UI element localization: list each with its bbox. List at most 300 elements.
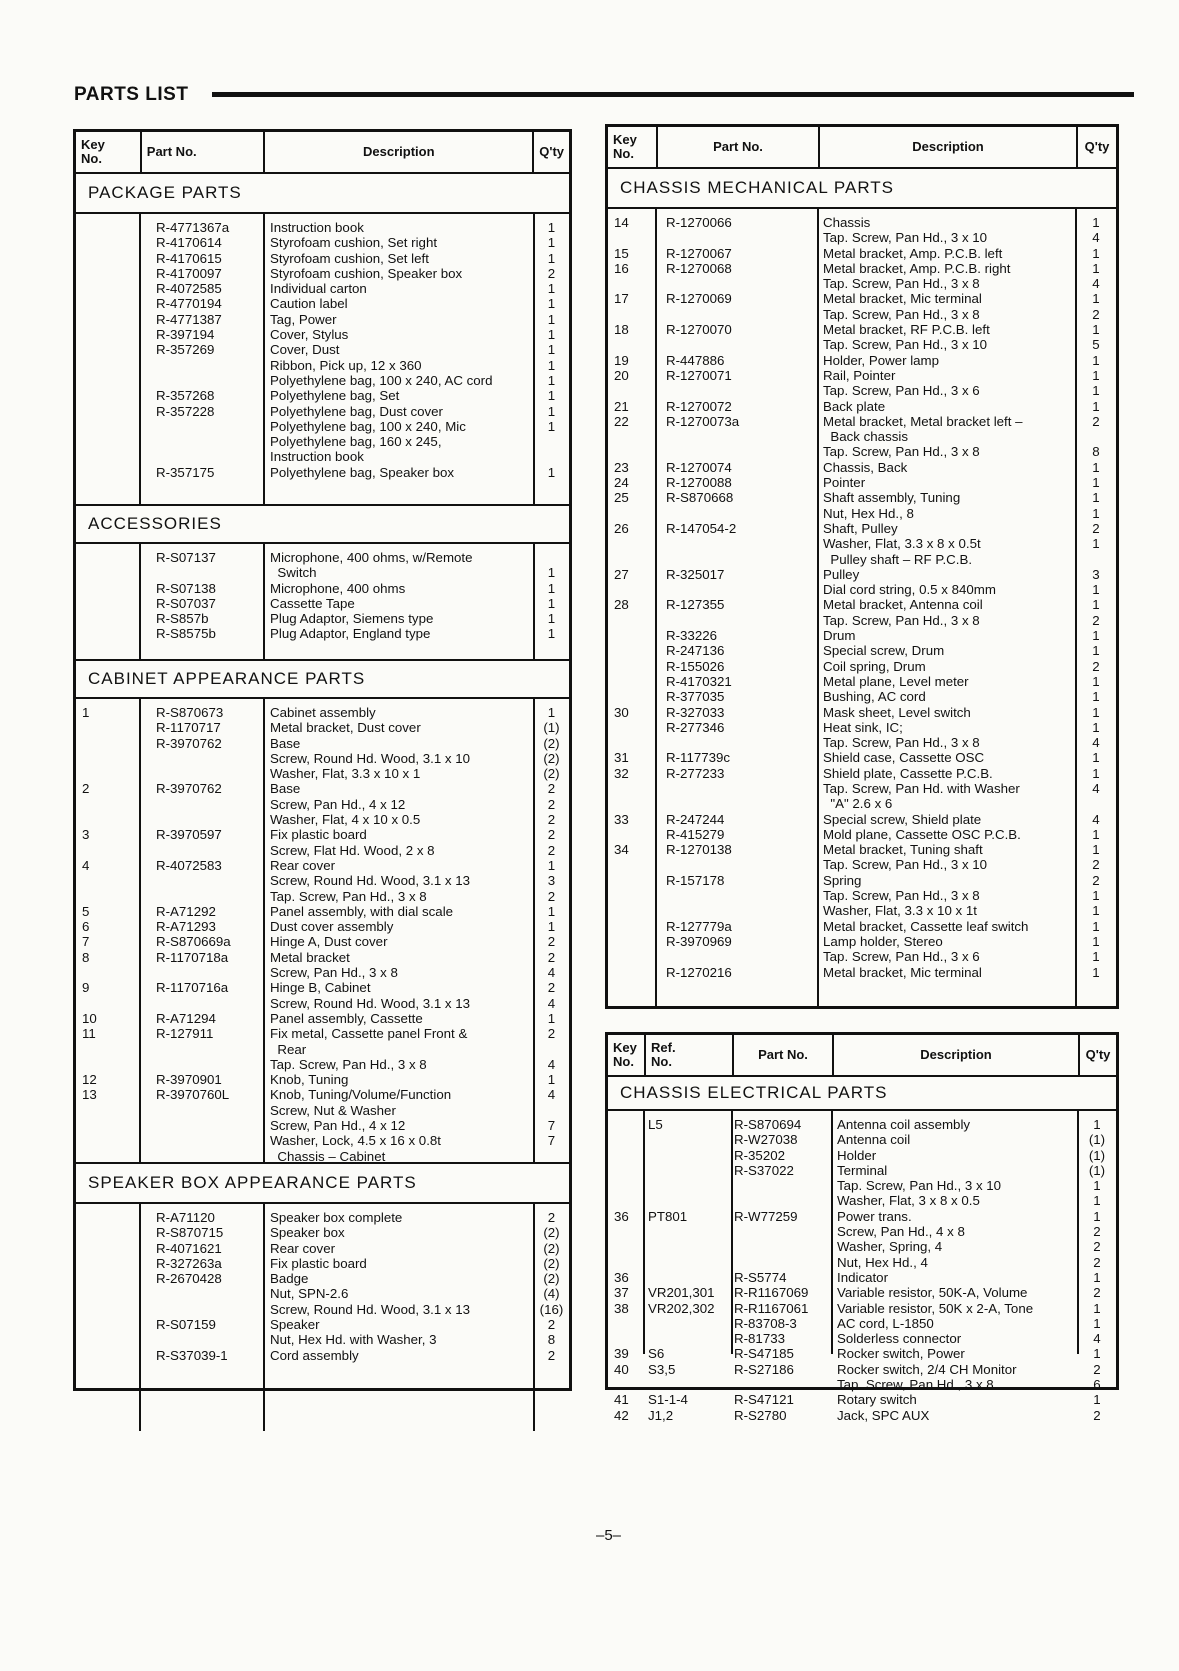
description: Tap. Screw, Pan Hd., 3 x 8: [823, 612, 980, 628]
description: Polyethylene bag, Speaker box: [270, 464, 455, 480]
description: Antenna coil: [837, 1132, 911, 1148]
key-no: [76, 812, 140, 827]
header-description: Description: [832, 1035, 1078, 1075]
part-no: [140, 565, 264, 580]
qty: 1: [1092, 689, 1100, 705]
key-no: [76, 1286, 140, 1301]
column-divider: [643, 1111, 645, 1354]
key-no: [608, 796, 656, 811]
description: Styrofoam cushion, Speaker box: [270, 265, 463, 281]
column-divider: [263, 214, 265, 504]
part-no: [140, 1057, 264, 1072]
qty: (2): [543, 1271, 560, 1287]
key-no: [608, 781, 656, 796]
ref-no: [644, 1148, 732, 1163]
part-no: R-1270216: [666, 964, 732, 980]
description: Metal bracket, Tuning shaft: [823, 842, 983, 858]
description: Ribbon, Pick up, 12 x 360: [270, 357, 422, 373]
part-no: [140, 358, 264, 373]
table-row: [76, 388, 569, 403]
qty: (1): [1088, 1147, 1106, 1163]
part-no: [140, 996, 264, 1011]
table-row: [76, 1302, 569, 1317]
ref-no: [644, 1193, 732, 1208]
table-row: [76, 327, 569, 342]
description: Tap. Screw, Pan Hd., 3 x 10: [823, 857, 988, 873]
key-no: [76, 1210, 140, 1225]
header-qty: Q'ty: [1078, 1035, 1116, 1075]
qty: 1: [1092, 918, 1100, 934]
key-no: 15: [614, 245, 629, 261]
section-rows: [76, 214, 569, 504]
description: Heat sink, IC;: [823, 719, 903, 735]
key-no: [76, 327, 140, 342]
part-no: R-447886: [666, 352, 725, 368]
qty: 2: [1092, 306, 1100, 322]
table-row: [608, 750, 1116, 765]
key-no: [76, 736, 140, 751]
description: Special screw, Shield plate: [823, 811, 982, 827]
key-no: 1: [82, 705, 90, 720]
table-row: [608, 307, 1116, 322]
part-no: R-357268: [156, 388, 215, 404]
part-no: [656, 582, 818, 597]
qty: 2: [1093, 1254, 1101, 1270]
key-no: [76, 1118, 140, 1133]
part-no: R-3970760L: [156, 1087, 230, 1103]
key-no: 23: [614, 459, 629, 475]
key-no: 38: [614, 1300, 629, 1316]
qty: 2: [547, 812, 556, 828]
ref-no: L5: [648, 1117, 663, 1132]
part-no: R-S5774: [734, 1269, 787, 1285]
qty: 1: [1092, 490, 1100, 506]
key-no: [76, 296, 140, 311]
key-no: [608, 1178, 644, 1193]
qty: 2: [547, 796, 556, 812]
column-divider: [533, 214, 535, 504]
table-row: [608, 766, 1116, 781]
part-no: [140, 797, 264, 812]
part-no: R-2670428: [156, 1271, 222, 1287]
table-row: [608, 888, 1116, 903]
table-row: [608, 215, 1116, 230]
part-no: [656, 536, 818, 551]
qty: 4: [1092, 735, 1100, 751]
part-no: R-377035: [666, 689, 725, 705]
qty: 1: [1092, 765, 1100, 781]
description: Tap. Screw, Pan Hd., 3 x 8: [837, 1377, 994, 1393]
table-row: [608, 230, 1116, 245]
qty: 1: [1092, 215, 1100, 230]
key-no: [608, 613, 656, 628]
qty: [1076, 429, 1116, 444]
description: Metal bracket, Metal bracket left –: [823, 413, 1023, 429]
part-no: R-1270067: [666, 245, 732, 261]
description: Nut, Hex Hd., 8: [823, 505, 914, 521]
key-no: [608, 337, 656, 352]
key-no: [608, 552, 656, 567]
key-no: [608, 949, 656, 964]
key-no: [76, 1271, 140, 1286]
description: Screw, Pan Hd., 4 x 12: [270, 796, 406, 812]
qty: 1: [1092, 888, 1100, 904]
table-row: [608, 1178, 1116, 1193]
key-no: 28: [614, 597, 629, 613]
qty: 1: [547, 372, 556, 388]
key-no: 6: [82, 919, 90, 935]
key-no: [76, 1149, 140, 1164]
part-no: R-33226: [666, 628, 718, 644]
key-no: [608, 1117, 644, 1132]
description: Screw, Round Hd. Wood, 3.1 x 10: [270, 750, 471, 766]
part-no: [140, 1332, 264, 1347]
qty: 7: [547, 1133, 556, 1149]
part-no: R-S47185: [734, 1346, 794, 1362]
ref-no: J1,2: [648, 1407, 674, 1423]
key-no: 40: [614, 1361, 629, 1377]
description: Polyethylene bag, Dust cover: [270, 403, 443, 419]
part-no: [140, 434, 264, 449]
key-no: [608, 307, 656, 322]
key-no: [608, 1224, 644, 1239]
qty: [1076, 552, 1116, 567]
table-row: [608, 781, 1116, 796]
table-row: [76, 751, 569, 766]
table-row: [608, 506, 1116, 521]
column-divider: [263, 1204, 265, 1431]
part-no: R-147054-2: [666, 520, 737, 536]
table-row: [76, 996, 569, 1011]
table-row: [76, 434, 569, 449]
part-no: [140, 812, 264, 827]
description: Jack, SPC AUX: [837, 1407, 930, 1423]
qty: 2: [547, 888, 556, 904]
table-row: [76, 1118, 569, 1133]
description: Tag, Power: [270, 311, 337, 327]
qty: (2): [543, 735, 560, 751]
key-no: [76, 1348, 140, 1363]
column-divider: [831, 1111, 833, 1354]
description: Screw, Nut & Washer: [270, 1102, 396, 1118]
qty: 1: [547, 903, 556, 919]
description: Rocker switch, Power: [837, 1346, 965, 1362]
description: Washer, Spring, 4: [837, 1239, 943, 1255]
qty: 2: [1092, 520, 1100, 536]
electrical-table-header: [608, 1035, 1116, 1077]
header-qty: Q'ty: [532, 132, 569, 172]
key-no: [76, 611, 140, 626]
part-no: [140, 1149, 264, 1164]
key-no: 33: [614, 811, 629, 827]
part-no: R-W27038: [734, 1132, 798, 1148]
key-no: 27: [614, 566, 629, 582]
key-no: [76, 434, 140, 449]
column-divider: [139, 699, 141, 1162]
table-row: [608, 903, 1116, 918]
ref-no: [644, 1163, 732, 1178]
part-no: R-357269: [156, 342, 215, 358]
qty: 2: [1093, 1361, 1101, 1377]
key-no: [608, 1239, 644, 1254]
table-row: [608, 949, 1116, 964]
part-no: [140, 751, 264, 766]
electrical-parts-table: [605, 1032, 1119, 1423]
qty: 4: [547, 995, 556, 1011]
ref-no: [644, 1239, 732, 1254]
part-no: R-S07037: [156, 595, 216, 611]
part-no: R-1270071: [666, 367, 732, 383]
description: Pulley shaft – RF P.C.B.: [823, 551, 973, 567]
key-no: [608, 1132, 644, 1147]
qty: 1: [1092, 673, 1100, 689]
qty: 1: [1092, 643, 1100, 659]
table-row: [608, 444, 1116, 459]
ref-no: PT801: [648, 1208, 688, 1224]
header-key-no: Key No.: [613, 132, 637, 161]
chassis-elec-section: [608, 1077, 1116, 1423]
description: Speaker: [270, 1317, 320, 1333]
key-no: [76, 965, 140, 980]
qty: 1: [1092, 933, 1100, 949]
table-row: [76, 1256, 569, 1271]
table-row: [608, 291, 1116, 306]
description: Special screw, Drum: [823, 643, 945, 659]
description: Tap. Screw, Pan Hd. with Washer: [823, 780, 1020, 796]
key-no: [76, 281, 140, 296]
key-no: [608, 720, 656, 735]
table-row: [608, 1117, 1116, 1132]
section-rows: [608, 1111, 1116, 1423]
part-no: R-3970762: [156, 735, 222, 751]
description: Chassis, Back: [823, 459, 908, 475]
description: Styrofoam cushion, Set right: [270, 235, 438, 251]
key-no: [608, 903, 656, 918]
key-no: [76, 342, 140, 357]
key-no: 18: [614, 322, 629, 338]
qty: 1: [547, 388, 556, 404]
description: Indicator: [837, 1269, 888, 1285]
table-row: [76, 1210, 569, 1225]
ref-no: VR202,302: [648, 1300, 715, 1316]
description: Nut, Hex Hd., 4: [837, 1254, 928, 1270]
qty: [534, 1149, 569, 1164]
qty: 7: [547, 1118, 556, 1134]
part-no: R-127779a: [666, 918, 732, 934]
part-no: [656, 429, 818, 444]
part-no: R-R1167061: [734, 1300, 809, 1316]
table-row: [608, 429, 1116, 444]
part-no: R-A71292: [156, 903, 216, 919]
qty: 2: [1092, 413, 1100, 429]
description: Base: [270, 781, 301, 797]
part-no: R-325017: [666, 566, 725, 582]
description: Rail, Pointer: [823, 367, 896, 383]
description: Pointer: [823, 475, 866, 491]
section-title: CHASSIS ELECTRICAL PARTS: [608, 1077, 1116, 1111]
part-no: R-83708-3: [734, 1315, 797, 1331]
qty: (2): [543, 766, 560, 782]
qty: 1: [1092, 475, 1100, 491]
key-no: [608, 873, 656, 888]
part-no: R-247136: [666, 643, 725, 659]
key-no: [608, 659, 656, 674]
key-no: [76, 797, 140, 812]
table-row: [76, 736, 569, 751]
description: Rear: [270, 1041, 307, 1057]
part-no: R-S870669a: [156, 934, 231, 950]
part-no: R-81733: [734, 1331, 786, 1347]
column-divider: [263, 544, 265, 659]
description: Hinge A, Dust cover: [270, 934, 388, 950]
table-row: [76, 1332, 569, 1347]
description: Rocker switch, 2/4 CH Monitor: [837, 1361, 1017, 1377]
description: Knob, Tuning/Volume/Function: [270, 1087, 452, 1103]
key-no: [608, 1163, 644, 1178]
key-no: [608, 230, 656, 245]
table-row: [76, 1149, 569, 1164]
part-no: [732, 1193, 832, 1208]
qty: 4: [547, 965, 556, 981]
qty: 2: [547, 827, 556, 843]
description: Fix metal, Cassette panel Front &: [270, 1026, 468, 1042]
part-no: R-S37022: [734, 1162, 794, 1178]
ref-no: [644, 1178, 732, 1193]
qty: 1: [547, 626, 556, 642]
description: Washer, Flat, 3.3 x 8 x 0.5t: [823, 536, 981, 552]
qty: 4: [1092, 276, 1100, 292]
section-rows: [76, 699, 569, 1162]
key-no: 31: [614, 750, 629, 766]
description: Tap. Screw, Pan Hd., 3 x 8: [270, 888, 427, 904]
key-no: 12: [82, 1072, 97, 1088]
description: Screw, Pan Hd., 4 x 12: [270, 1118, 406, 1134]
description: Panel assembly, with dial scale: [270, 903, 454, 919]
description: Metal bracket, Amp. P.C.B. right: [823, 260, 1011, 276]
table-row: [76, 858, 569, 873]
page-title: PARTS LIST: [74, 84, 189, 105]
table-row: [608, 1346, 1116, 1361]
table-row: [76, 1348, 569, 1363]
key-no: 22: [614, 413, 629, 429]
qty: 1: [1092, 291, 1100, 307]
qty: 1: [1092, 398, 1100, 414]
key-no: 37: [614, 1285, 629, 1301]
left-parts-table: [73, 129, 572, 1391]
header-key-no: Key No.: [81, 137, 105, 166]
key-no: 26: [614, 520, 629, 536]
qty: 2: [1093, 1239, 1101, 1255]
qty: 1: [547, 327, 556, 343]
qty: 2: [1092, 857, 1100, 873]
description: Hinge B, Cabinet: [270, 980, 371, 996]
key-no: [76, 1133, 140, 1148]
key-no: [76, 1241, 140, 1256]
table-row: [608, 1301, 1116, 1316]
part-no: R-4071621: [156, 1240, 222, 1256]
column-divider: [817, 209, 819, 1008]
header-ref-no: Ref. No.: [644, 1035, 732, 1075]
qty: [534, 434, 569, 449]
table-row: [76, 1026, 569, 1041]
part-no: R-S47121: [734, 1392, 794, 1408]
table-row: [608, 934, 1116, 949]
part-no: R-R1167069: [734, 1285, 809, 1301]
part-no: [656, 781, 818, 796]
description: Antenna coil assembly: [837, 1117, 971, 1132]
ref-no: [644, 1224, 732, 1239]
qty: 4: [547, 1087, 556, 1103]
qty: 1: [1092, 964, 1100, 980]
table-row: [76, 1241, 569, 1256]
key-no: 20: [614, 367, 629, 383]
part-no: R-4771367a: [156, 220, 230, 235]
qty: (1): [543, 720, 560, 736]
description: Speaker box complete: [270, 1210, 403, 1225]
key-no: [608, 965, 656, 980]
description: Back plate: [823, 398, 886, 414]
part-no: [140, 1133, 264, 1148]
key-no: [608, 643, 656, 658]
description: Holder: [837, 1147, 877, 1163]
part-no: R-1270072: [666, 398, 732, 414]
header-part-no: Part No.: [656, 127, 818, 167]
table-row: [76, 342, 569, 357]
description: Chassis: [823, 215, 871, 230]
qty: 1: [547, 220, 556, 235]
key-no: [76, 358, 140, 373]
table-row: [76, 373, 569, 388]
description: Styrofoam cushion, Set left: [270, 250, 429, 266]
qty: 1: [1092, 367, 1100, 383]
part-no: R-4770194: [156, 296, 222, 312]
part-no: R-1270074: [666, 459, 732, 475]
table-row: [608, 735, 1116, 750]
table-row: [608, 873, 1116, 888]
key-no: 34: [614, 842, 629, 858]
ref-no: [644, 1132, 732, 1147]
key-no: 2: [82, 781, 90, 797]
part-no: R-127355: [666, 597, 725, 613]
table-row: [608, 720, 1116, 735]
key-no: [76, 1302, 140, 1317]
table-row: [76, 1133, 569, 1148]
qty: 8: [547, 1332, 556, 1348]
key-no: 25: [614, 490, 629, 506]
description: Chassis – Cabinet: [270, 1148, 386, 1164]
description: Cover, Stylus: [270, 327, 349, 343]
ref-no: [644, 1255, 732, 1270]
table-row: [608, 842, 1116, 857]
qty: (4): [543, 1286, 560, 1302]
description: Shaft assembly, Tuning: [823, 490, 961, 506]
table-row: [76, 766, 569, 781]
key-no: 42: [614, 1407, 629, 1423]
qty: [1076, 796, 1116, 811]
description: Cassette Tape: [270, 595, 355, 611]
description: Holder, Power lamp: [823, 352, 940, 368]
part-no: [732, 1224, 832, 1239]
qty: 1: [547, 857, 556, 873]
qty: 1: [1092, 245, 1100, 261]
description: Polyethylene bag, 160 x 245,: [270, 434, 442, 450]
key-no: [76, 596, 140, 611]
part-no: [656, 903, 818, 918]
description: Washer, Flat, 3 x 8 x 0.5: [837, 1193, 980, 1209]
part-no: R-S8575b: [156, 626, 216, 642]
part-no: R-1170716a: [156, 980, 229, 996]
key-no: [608, 1255, 644, 1270]
